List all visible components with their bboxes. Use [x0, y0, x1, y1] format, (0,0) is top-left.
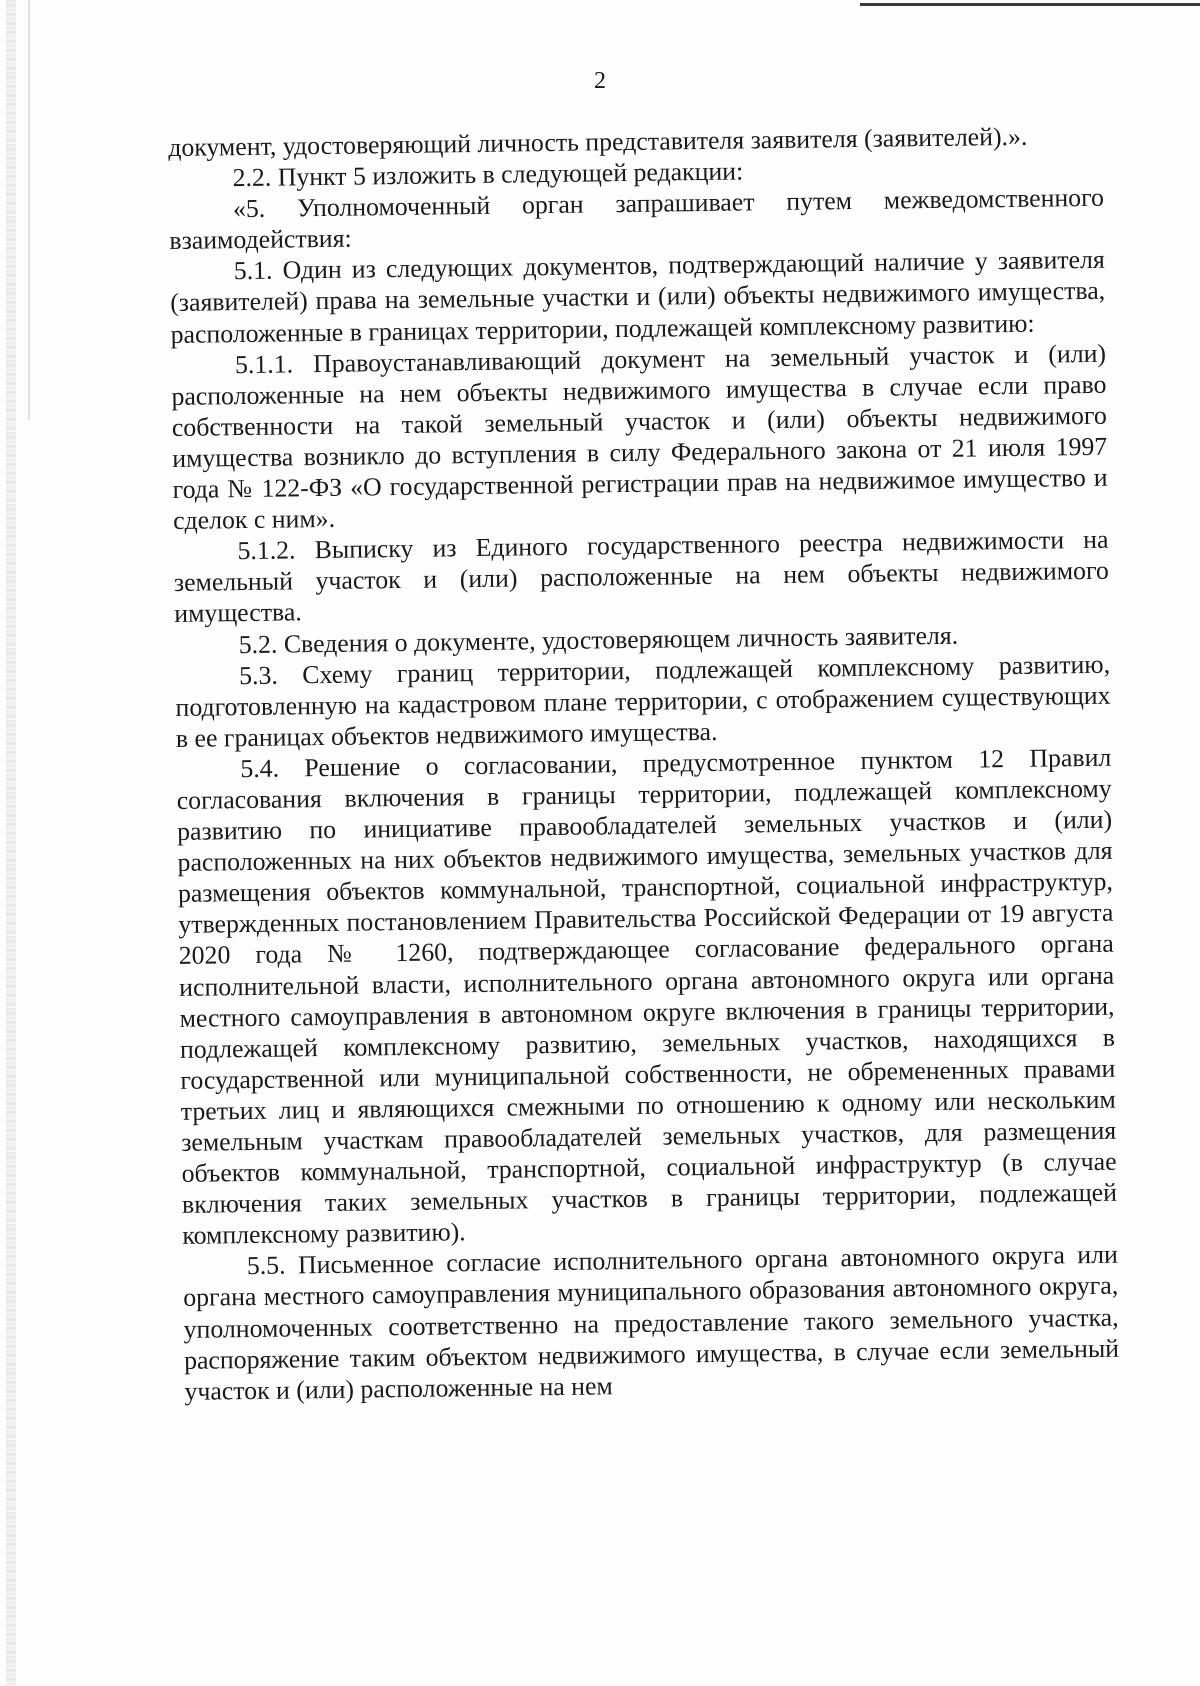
- paragraph: 5.1. Один из следующих документов, подтверждающий наличие у заявителя (заявителей) права на земельные участки и (или) объекты недвижимого имущества, расположенные в границах территории, подлежащей комплексному развитию:: [170, 245, 1106, 349]
- paragraph: 5.1.2. Выписку из Единого государственного реестра недвижимости на земельный участок и (или) расположенные на нем объекты недвижимого имущества.: [173, 524, 1110, 629]
- scan-top-line-artifact: [860, 3, 1200, 6]
- paragraph: 5.1.1. Правоустанавливающий документ на земельный участок и (или) расположенные на нем объекты недвижимого имущества в случае если право собственности на такой земельный участок и (или) объекты недвижимого имущества возникло до вступления в силу Федерального закона от 21 июля 1997 года № 122-ФЗ «О государственной регистрации прав на недвижимое имущество и сделок с ним».: [171, 338, 1108, 536]
- document-body: [168, 120, 1120, 1407]
- paragraph: 5.3. Схему границ территории, подлежащей комплексному развитию, подготовленную на кадастровом плане территории, с отображением существующих в ее границах объектов недвижимого имущества.: [175, 649, 1111, 753]
- scan-edge-artifact: [6, 0, 16, 1686]
- paragraph: «5. Уполномоченный орган запрашивает путем межведомственного взаимодействия:: [169, 182, 1105, 256]
- page-number: 2: [594, 68, 606, 94]
- scan-edge-artifact: [28, 0, 30, 420]
- paragraph: 5.5. Письменное согласие исполнительного органа автономного округа или органа местного самоуправления муниципального образования автономного округа, уполномоченных соответственно на предоставление такого земельного участка, распоряжение таким объектом недвижимого имущества, в случае если земельный участок и (или) расположенные на нем: [183, 1240, 1120, 1406]
- paragraph: документ, удостоверяющий личность представителя заявителя (заявителей).».: [168, 121, 1028, 162]
- paragraph: 5.2. Сведения о документе, удостоверяющем личность заявителя.: [238, 620, 959, 659]
- paragraph: 5.4. Решение о согласовании, предусмотренное пунктом 12 Правил согласования включения в границы территории, подлежащей комплексному развитию по инициативе правообладателей земельных участков и (или) расположенных на них объектов недвижимого имущества, земельных участков для размещения объектов коммунальной, транспортной, социальной инфраструктур, утвержденных постановлением Правительства Российской Федерации от 19 августа 2020 года № 1260, подтверждающее согласование федерального органа исполнительной власти, исполнительного органа автономного округа или органа местного самоуправления в автономном округе включения в границы территории, подлежащей комплексному развитию, земельных участков, находящихся в государственной или муниципальной собственности, не обремененных правами третьих лиц и являющихся смежными по отношению к одному или нескольким земельным участкам правообладателей земельных участков, для размещения объектов коммунальной, транспортной, социальной инфраструктур (в случае включения таких земельных участков в границы территории, подлежащей комплексному развитию).: [176, 742, 1118, 1251]
- paragraph: 2.2. Пункт 5 изложить в следующей редакции:: [232, 156, 744, 193]
